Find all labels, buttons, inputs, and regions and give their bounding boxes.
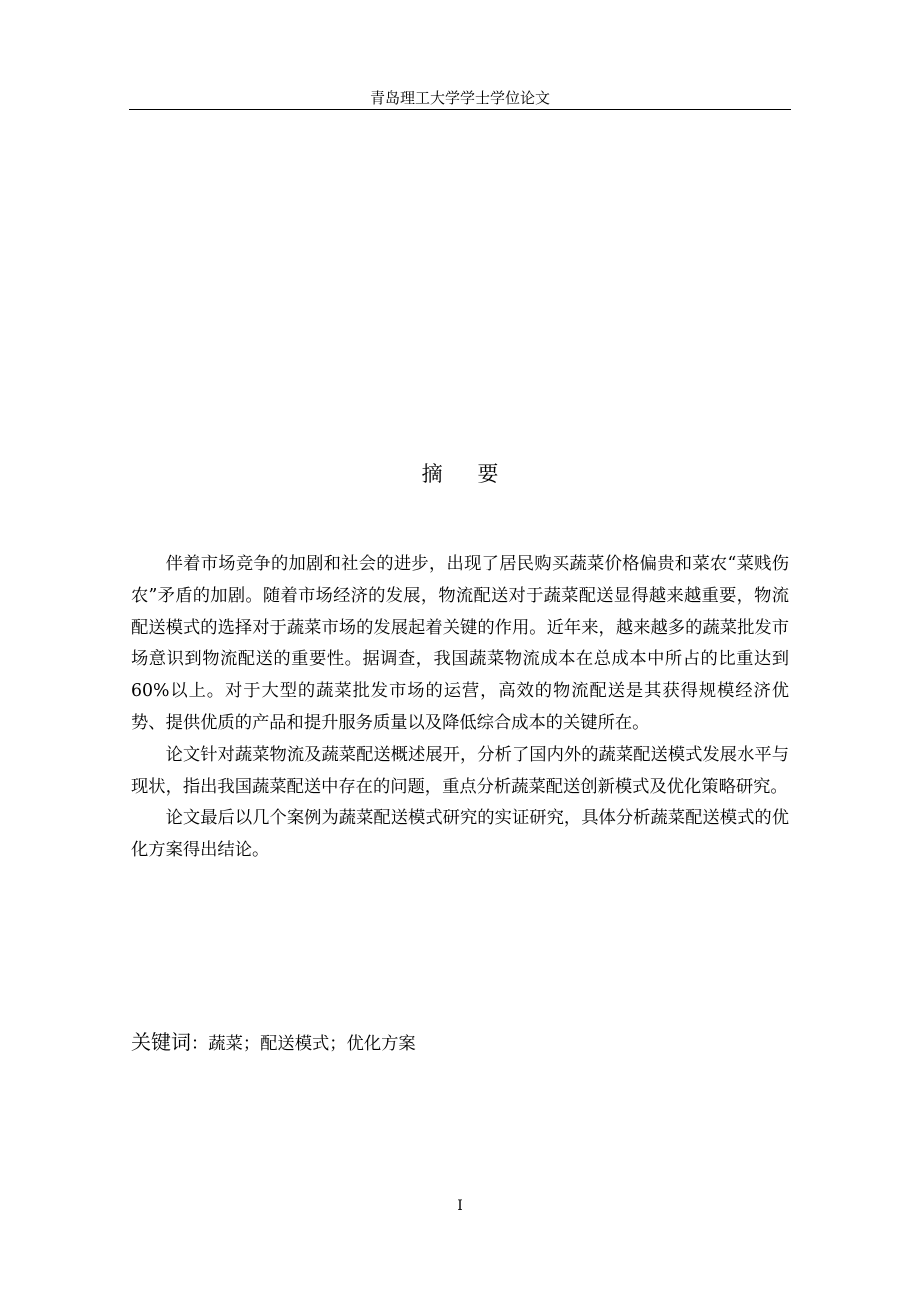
abstract-title: 摘 要 [421,462,513,486]
keywords-label: 关键词 [131,1030,191,1054]
abstract-paragraph-1: 伴着市场竞争的加剧和社会的进步，出现了居民购买蔬菜价格偏贵和菜农“菜贱伤农”矛盾的加剧。随着市场经济的发展，物流配送对于蔬菜配送显得越来越重要，物流配送模式的选择对于蔬菜市场的发展起着关键的作用。近年来，越来越多的蔬菜批发市场意识到物流配送的重要性。据调查，我国蔬菜物流成本在总成本中所占的比重达到60%以上。对于大型的蔬菜批发市场的运营，高效的物流配送是其获得规模经济优势、提供优质的产品和提升服务质量以及降低综合成本的关键所在。 [131,554,789,733]
header-rule [129,109,791,110]
running-header: 青岛理工大学学士学位论文 [369,89,550,107]
keywords-value: 蔬菜；配送模式；优化方案 [208,1034,416,1054]
abstract-paragraph-3: 论文最后以几个案例为蔬菜配送模式研究的实证研究，具体分析蔬菜配送模式的优化方案得出结论。 [131,808,789,861]
abstract-paragraph-2: 论文针对蔬菜物流及蔬菜配送概述展开，分析了国内外的蔬菜配送模式发展水平与现状，指出我国蔬菜配送中存在的问题，重点分析蔬菜配送创新模式及优化策略研究。 [131,744,789,797]
abstract-body [131,549,789,867]
keywords-separator: ： [191,1034,209,1054]
keywords-line [131,1025,789,1061]
page-number: I [457,1198,463,1214]
